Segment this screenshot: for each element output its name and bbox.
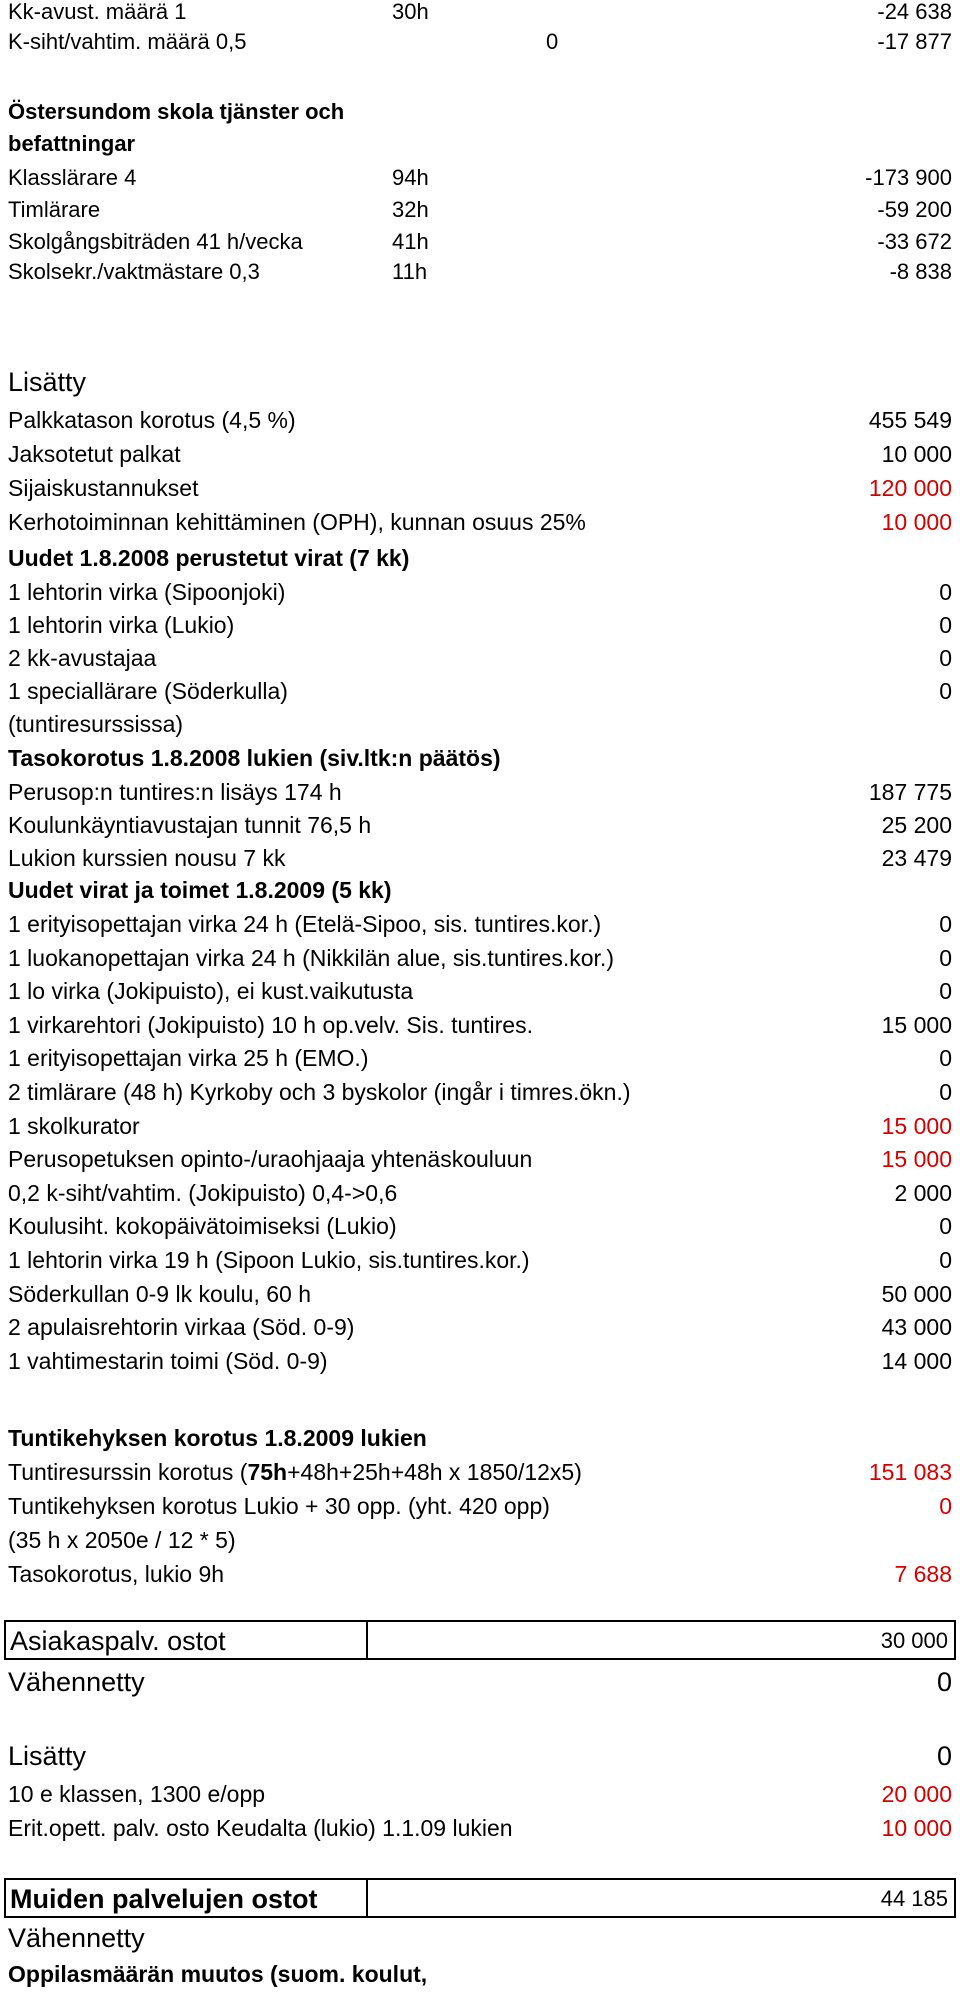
- row-label: Kk-avust. määrä 1: [8, 0, 187, 24]
- section-heading-uudet-2009: Uudet virat ja toimet 1.8.2009 (5 kk): [8, 877, 392, 903]
- row-label: 1 skolkurator: [8, 1112, 140, 1139]
- row-label: 1 virkarehtori (Jokipuisto) 10 h op.velv. Sis. tuntires.: [8, 1011, 533, 1038]
- row-value: 25 200: [881, 812, 952, 838]
- row-vahennetty-asiakaspalv: Vähennetty 0: [0, 1664, 960, 1700]
- row-value: 0: [939, 612, 952, 638]
- asiakaspalv-ostot-box: [4, 1620, 956, 1660]
- uudet-2008-row: [0, 708, 960, 741]
- row-value: 0: [939, 944, 952, 971]
- uudet-2009-row: [0, 1345, 960, 1379]
- row-label: Sijaiskustannukset: [8, 475, 199, 501]
- row-value: 455 549: [868, 407, 952, 433]
- uudet-2008-row: [0, 576, 960, 609]
- section-heading-tasokorotus-2008: Tasokorotus 1.8.2008 lukien (siv.ltk:n päätös): [8, 745, 501, 771]
- row-lisatty-asiakaspalv: Lisätty 0: [0, 1738, 960, 1774]
- row-value: 0: [939, 1213, 952, 1240]
- uudet-2009-row: [0, 975, 960, 1009]
- row-value: 0: [939, 1079, 952, 1105]
- row-label: Jaksotetut palkat: [8, 441, 181, 467]
- row-k-siht: [0, 28, 960, 56]
- row-value: 20 000: [881, 1781, 952, 1807]
- row-value: 0: [939, 1045, 952, 1072]
- row-value: 187 775: [868, 779, 952, 805]
- row-label: 0,2 k-siht/vahtim. (Jokipuisto) 0,4->0,6: [8, 1179, 398, 1206]
- row-value: 120 000: [868, 475, 952, 501]
- box-label: Muiden palvelujen ostot: [10, 1884, 318, 1914]
- box-divider: [366, 1880, 368, 1916]
- uudet-2009-row: [0, 1311, 960, 1345]
- row-label: (tuntiresurssissa): [8, 711, 184, 737]
- uudet-2009-row: [0, 1143, 960, 1177]
- row-label: 1 lehtorin virka (Lukio): [8, 612, 235, 638]
- box-label: Asiakaspalv. ostot: [10, 1626, 226, 1656]
- row-label: 1 luokanopettajan virka 24 h (Nikkilän alue, sis.tuntires.kor.): [8, 944, 614, 971]
- row-label: 1 lehtorin virka (Sipoonjoki): [8, 579, 286, 605]
- box-divider: [366, 1622, 368, 1658]
- row-value: -24 638: [877, 0, 952, 24]
- lisatty-row: [0, 472, 960, 506]
- section-heading-lisatty: Lisätty: [8, 367, 87, 397]
- lisatty-row: [0, 404, 960, 438]
- row-label: Koulusiht. kokopäivätoimiseksi (Lukio): [8, 1213, 397, 1240]
- row-label: Perusop:n tuntires:n lisäys 174 h: [8, 779, 342, 805]
- row-label: Palkkatason korotus (4,5 %): [8, 407, 296, 433]
- row-hours: 30h: [392, 0, 429, 24]
- row-label: Lukion kurssien nousu 7 kk: [8, 845, 286, 871]
- row-value: 23 479: [881, 845, 952, 871]
- row-label: 1 vahtimestarin toimi (Söd. 0-9): [8, 1347, 328, 1374]
- row-label: 1 lo virka (Jokipuisto), ei kust.vaikutusta: [8, 978, 414, 1005]
- row-value: 0: [939, 579, 952, 605]
- section-heading-uudet-2008: Uudet 1.8.2008 perustetut virat (7 kk): [8, 545, 410, 571]
- uudet-2009-row: [0, 1177, 960, 1211]
- row-kk-avust: [0, 0, 960, 26]
- row-value: 0: [939, 645, 952, 671]
- row-value: 10 000: [881, 1815, 952, 1841]
- uudet-2008-row: [0, 609, 960, 642]
- row-value: 0: [936, 1741, 952, 1771]
- row-oppilasmaaran-muutos: Oppilasmäärän muutos (suom. koulut,: [8, 1961, 428, 1987]
- row-value: 0: [939, 678, 952, 704]
- row-10e-klassen: 10 e klassen, 1300 e/opp 20 000: [0, 1778, 960, 1810]
- row-value: 2 000: [894, 1179, 952, 1206]
- uudet-2009-row: [0, 1278, 960, 1312]
- row-label: 1 speciallärare (Söderkulla): [8, 678, 288, 704]
- row-value: 0: [939, 1247, 952, 1273]
- row-value: 0: [936, 1667, 952, 1697]
- uudet-2009-row: [0, 942, 960, 976]
- row-label: 2 timlärare (48 h) Kyrkoby och 3 byskolor (ingår i timres.ökn.): [8, 1079, 631, 1105]
- uudet-2009-row: [0, 1110, 960, 1144]
- tasokorotus-row: [0, 776, 960, 809]
- row-value: 10 000: [881, 509, 952, 535]
- row-value: 15 000: [881, 1146, 952, 1173]
- muiden-palvelujen-box: [4, 1878, 956, 1918]
- row-tuntikehys-formula: (35 h x 2050e / 12 * 5): [8, 1527, 236, 1553]
- uudet-2009-row: [0, 1009, 960, 1043]
- row-label: 1 lehtorin virka 19 h (Sipoon Lukio, sis.tuntires.kor.): [8, 1247, 530, 1273]
- uudet-2008-row: [0, 675, 960, 708]
- row-value: 15 000: [881, 1011, 952, 1038]
- tasokorotus-row: [0, 842, 960, 875]
- row-timlarare: Timlärare 32h -59 200: [8, 197, 952, 222]
- uudet-2009-row: [0, 908, 960, 942]
- row-value: 10 000: [881, 441, 952, 467]
- uudet-2008-row: [0, 642, 960, 675]
- row-value: -17 877: [877, 29, 952, 54]
- box-value: 44 185: [880, 1886, 948, 1911]
- row-label: 1 erityisopettajan virka 25 h (EMO.): [8, 1045, 369, 1072]
- row-value: 15 000: [881, 1112, 952, 1139]
- row-label: 2 apulaisrehtorin virkaa (Söd. 0-9): [8, 1314, 355, 1341]
- row-skolsekr: Skolsekr./vaktmästare 0,3 11h -8 838: [8, 259, 952, 284]
- row-tasokorotus-lukio: Tasokorotus, lukio 9h 7 688: [0, 1558, 960, 1590]
- row-hours: 0: [546, 29, 559, 54]
- row-skolgangsbitraden: Skolgångsbiträden 41 h/vecka 41h -33 672: [8, 229, 952, 254]
- row-label-suffix: +48h+25h+48h x 1850/12x5): [287, 1459, 582, 1485]
- row-klasslarare: Klasslärare 4 94h -173 900: [8, 165, 952, 190]
- uudet-2009-row: [0, 1076, 960, 1110]
- row-label: Kerhotoiminnan kehittäminen (OPH), kunnan osuus 25%: [8, 509, 586, 535]
- row-erit-opett: Erit.opett. palv. osto Keudalta (lukio) 1.1.09 lukien 10 000: [0, 1812, 960, 1844]
- lisatty-row: [0, 438, 960, 472]
- row-label-bold: 75h: [247, 1459, 288, 1485]
- row-label: 1 erityisopettajan virka 24 h (Etelä-Sipoo, sis. tuntires.kor.): [8, 911, 602, 937]
- row-label-prefix: Tuntiresurssin korotus (: [8, 1459, 248, 1485]
- row-value: 7 688: [894, 1561, 952, 1587]
- section-heading-ostersundom-2: befattningar: [8, 131, 136, 156]
- row-label: Perusopetuksen opinto-/uraohjaaja yhtenäskouluun: [8, 1146, 533, 1173]
- tasokorotus-row: [0, 809, 960, 842]
- row-label: 2 kk-avustajaa: [8, 645, 157, 671]
- row-value: 50 000: [881, 1280, 952, 1307]
- row-value: 14 000: [881, 1347, 952, 1374]
- row-value: 0: [939, 911, 952, 937]
- row-tuntiresurssin-korotus: [0, 1456, 960, 1488]
- row-label: Söderkullan 0-9 lk koulu, 60 h: [8, 1280, 312, 1307]
- section-heading-tuntikehys: Tuntikehyksen korotus 1.8.2009 lukien: [8, 1425, 427, 1451]
- row-label: Koulunkäyntiavustajan tunnit 76,5 h: [8, 812, 372, 838]
- row-value: 43 000: [881, 1314, 952, 1341]
- row-value: 0: [939, 978, 952, 1005]
- uudet-2009-row: [0, 1244, 960, 1278]
- section-heading-ostersundom: Östersundom skola tjänster och: [8, 99, 345, 124]
- lisatty-row: [0, 506, 960, 540]
- row-vahennetty-muiden: Vähennetty: [8, 1923, 145, 1953]
- row-label: K-siht/vahtim. määrä 0,5: [8, 29, 247, 54]
- uudet-2009-row: [0, 1210, 960, 1244]
- row-value: 0: [939, 1493, 952, 1519]
- uudet-2009-row: [0, 1042, 960, 1076]
- box-value: 30 000: [880, 1628, 948, 1653]
- row-tuntikehyksen-korotus-lukio: Tuntikehyksen korotus Lukio + 30 opp. (yht. 420 opp) 0: [0, 1490, 960, 1522]
- row-value: 151 083: [868, 1459, 952, 1485]
